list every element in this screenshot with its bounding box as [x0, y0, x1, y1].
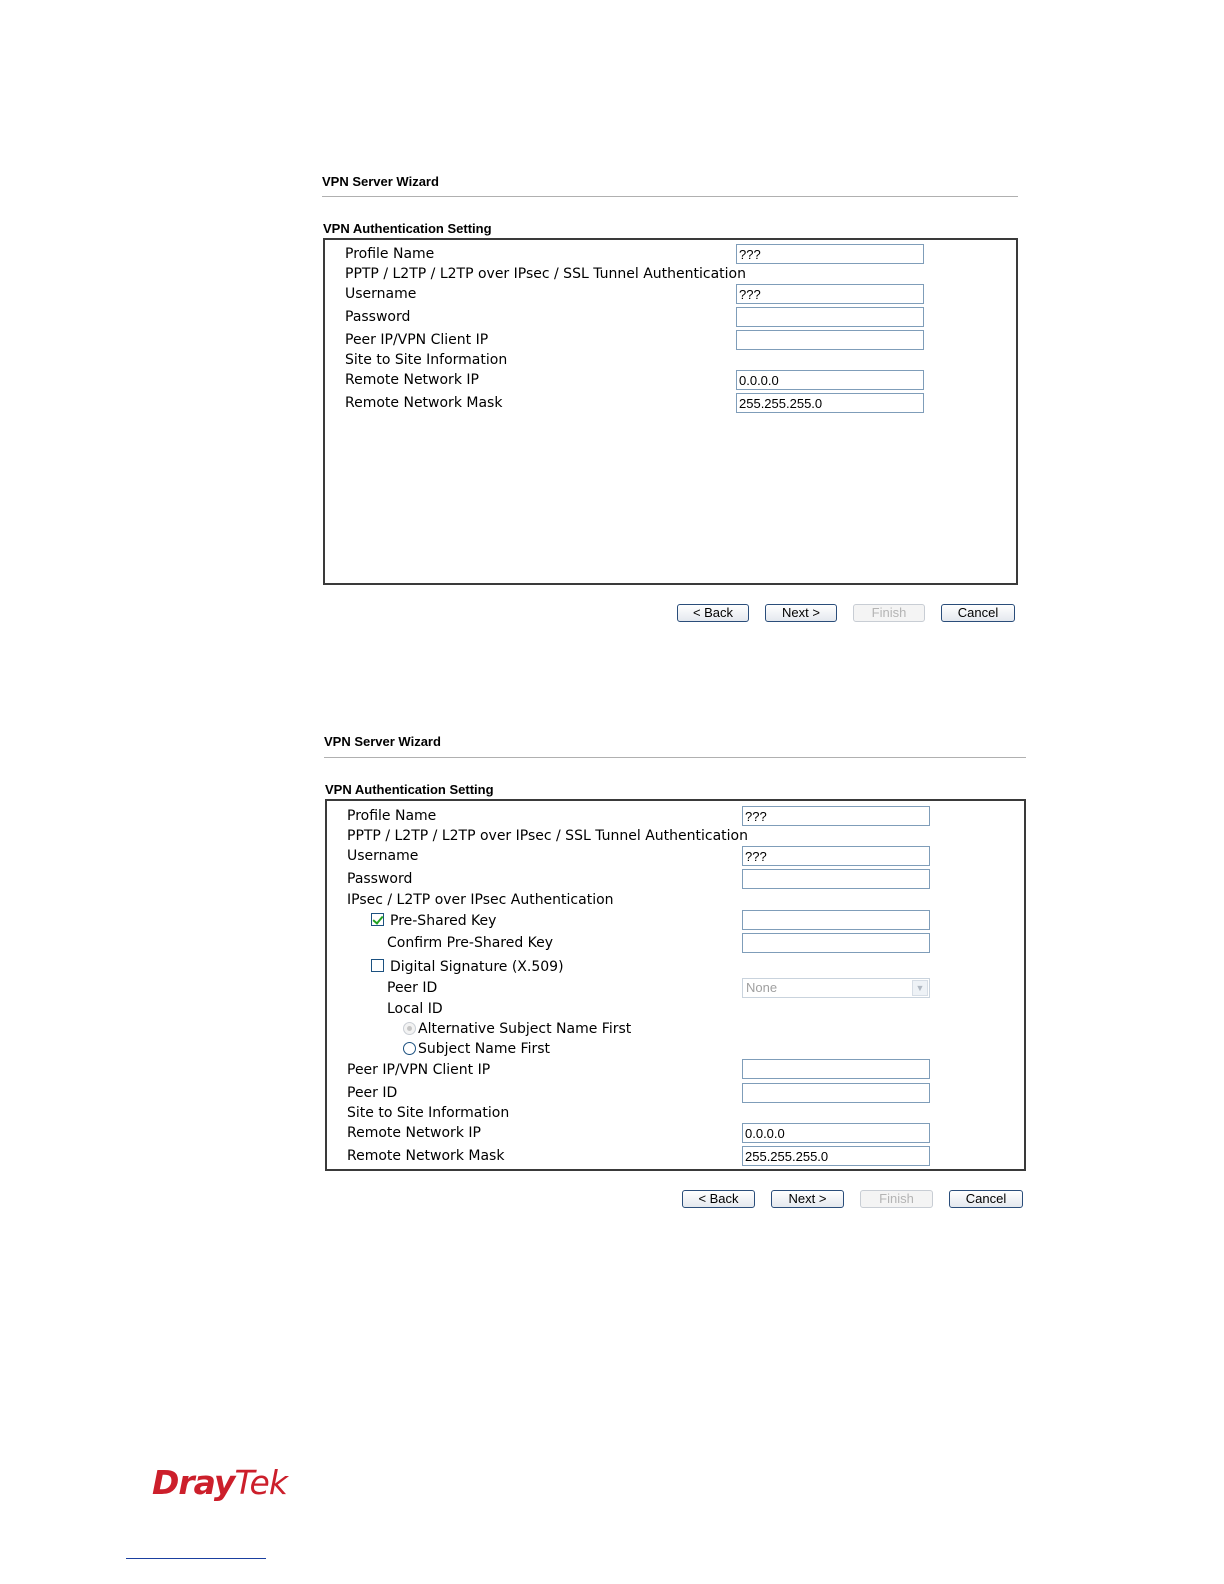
tunnel-auth-header: PPTP / L2TP / L2TP over IPsec / SSL Tunnel Authentication [347, 828, 748, 844]
profile-name-label: Profile Name [347, 808, 437, 824]
peer-id-select-value: None [746, 980, 778, 995]
remote-network-mask-label: Remote Network Mask [345, 395, 503, 411]
alternative-subject-radio[interactable] [403, 1022, 416, 1035]
auth-settings-panel [325, 799, 1026, 1171]
profile-name-input[interactable]: ??? [742, 806, 930, 826]
divider [322, 196, 1018, 197]
site-to-site-header: Site to Site Information [345, 352, 508, 368]
confirm-pre-shared-key-label: Confirm Pre-Shared Key [387, 935, 554, 951]
remote-network-ip-input[interactable]: 0.0.0.0 [742, 1123, 930, 1143]
local-id-label: Local ID [387, 1001, 443, 1017]
password-input[interactable] [736, 307, 924, 327]
confirm-pre-shared-key-input[interactable] [742, 933, 930, 953]
pre-shared-key-label: Pre-Shared Key [390, 913, 497, 929]
username-input[interactable]: ??? [736, 284, 924, 304]
remote-network-ip-label: Remote Network IP [345, 372, 479, 388]
tunnel-auth-header: PPTP / L2TP / L2TP over IPsec / SSL Tunnel Authentication [345, 266, 746, 282]
logo-tek-text: Tek [234, 1463, 287, 1502]
back-button[interactable]: < Back [677, 604, 749, 622]
logo-dray-text: Dray [152, 1463, 235, 1502]
alternative-subject-label: Alternative Subject Name First [418, 1021, 632, 1037]
site-to-site-header: Site to Site Information [347, 1105, 510, 1121]
username-label: Username [345, 286, 417, 302]
profile-name-input[interactable]: ??? [736, 244, 924, 264]
draytek-logo [152, 1463, 287, 1502]
pre-shared-key-input[interactable] [742, 910, 930, 930]
chevron-down-icon: ▼ [912, 980, 928, 996]
remote-network-mask-label: Remote Network Mask [347, 1148, 505, 1164]
peer-ip-label: Peer IP/VPN Client IP [347, 1062, 491, 1078]
remote-network-ip-input[interactable]: 0.0.0.0 [736, 370, 924, 390]
cancel-button[interactable]: Cancel [941, 604, 1015, 622]
divider [324, 757, 1026, 758]
signature-peer-id-label: Peer ID [387, 980, 438, 996]
ipsec-auth-header: IPsec / L2TP over IPsec Authentication [347, 892, 614, 908]
profile-name-label: Profile Name [345, 246, 435, 262]
username-input[interactable]: ??? [742, 846, 930, 866]
digital-signature-checkbox[interactable] [371, 959, 384, 972]
wizard-title: VPN Server Wizard [322, 174, 439, 189]
peer-ip-input[interactable] [736, 330, 924, 350]
wizard-title: VPN Server Wizard [324, 734, 441, 749]
peer-id-label: Peer ID [347, 1085, 398, 1101]
peer-id-input[interactable] [742, 1083, 930, 1103]
subject-name-first-label: Subject Name First [418, 1041, 551, 1057]
back-button[interactable]: < Back [682, 1190, 755, 1208]
peer-id-select[interactable] [742, 978, 930, 998]
password-label: Password [347, 871, 413, 887]
password-label: Password [345, 309, 411, 325]
peer-ip-label: Peer IP/VPN Client IP [345, 332, 489, 348]
next-button[interactable]: Next > [771, 1190, 844, 1208]
subject-name-first-radio[interactable] [403, 1042, 416, 1055]
pre-shared-key-checkbox[interactable] [371, 913, 384, 926]
footer-link-underline [126, 1558, 266, 1559]
digital-signature-label: Digital Signature (X.509) [390, 959, 564, 975]
auth-settings-panel [323, 238, 1018, 585]
remote-network-ip-label: Remote Network IP [347, 1125, 481, 1141]
remote-network-mask-input[interactable]: 255.255.255.0 [736, 393, 924, 413]
cancel-button[interactable]: Cancel [949, 1190, 1023, 1208]
username-label: Username [347, 848, 419, 864]
section-title: VPN Authentication Setting [323, 221, 492, 236]
next-button[interactable]: Next > [765, 604, 837, 622]
peer-ip-input[interactable] [742, 1059, 930, 1079]
finish-button[interactable]: Finish [860, 1190, 933, 1208]
remote-network-mask-input[interactable]: 255.255.255.0 [742, 1146, 930, 1166]
section-title: VPN Authentication Setting [325, 782, 494, 797]
finish-button[interactable]: Finish [853, 604, 925, 622]
password-input[interactable] [742, 869, 930, 889]
